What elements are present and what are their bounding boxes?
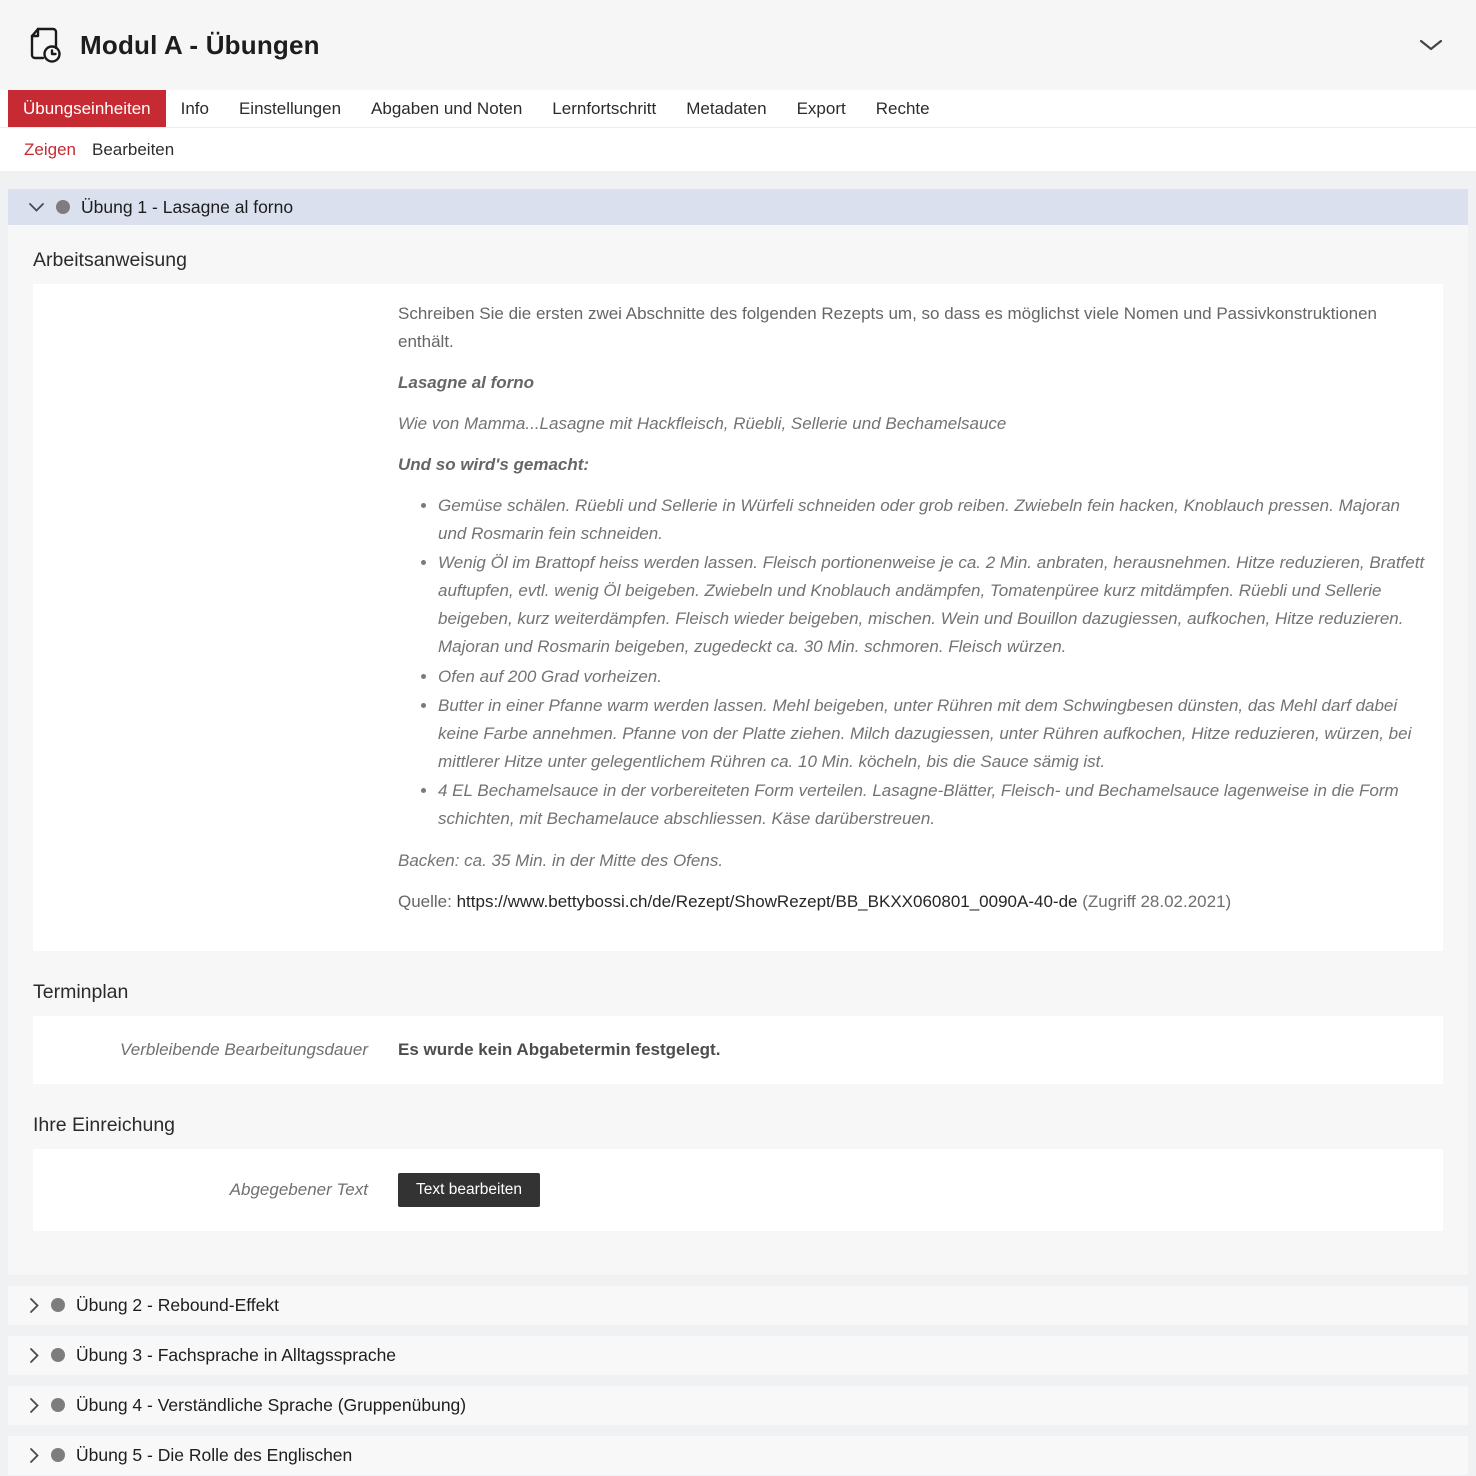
status-circle-icon (51, 1298, 65, 1312)
recipe-step: • Gemüse schälen. Rüebli und Sellerie in Würfeli schneiden oder grob reiben. Zwiebeln fein hacken, Knoblauch pressen. Majoran und Rosmarin fein schneiden. (438, 492, 1427, 548)
source-line (398, 888, 1427, 916)
accordion-header-uebung-5[interactable] (8, 1436, 1468, 1475)
section-heading-einreichung: Ihre Einreichung (33, 1113, 176, 1136)
status-circle-icon (56, 200, 70, 214)
exercise-accordion (8, 189, 1468, 1475)
tab-metadaten[interactable]: Metadaten (686, 99, 767, 118)
subtab-bar (0, 128, 1476, 171)
tab-export[interactable]: Export (796, 99, 846, 118)
chevron-right-icon (28, 1447, 40, 1464)
tab-lernfortschritt[interactable]: Lernfortschritt (552, 99, 657, 118)
recipe-steps-list (398, 492, 1427, 833)
recipe-title: Lasagne al forno (398, 373, 535, 393)
exercise-1-panel (8, 225, 1468, 1275)
exercise-title: Übung 1 - Lasagne al forno (81, 196, 294, 217)
edit-text-button[interactable]: Text bearbeiten (398, 1173, 540, 1207)
window-chevron-down-icon[interactable] (1412, 31, 1450, 59)
remaining-time-value: Es wurde kein Abgabetermin festgelegt. (398, 1039, 721, 1059)
section-heading-terminplan: Terminplan (33, 980, 129, 1003)
source-url-link[interactable]: https://www.bettybossi.ch/de/Rezept/ShowRezept/BB_BKXX060801_0090A-40-de (456, 891, 1078, 911)
status-circle-icon (51, 1398, 65, 1412)
subtab-bearbeiten[interactable]: Bearbeiten (91, 139, 175, 159)
source-label: Quelle: (398, 891, 457, 911)
chevron-down-icon (28, 201, 45, 213)
recipe-steps-heading: Und so wird's gemacht: (398, 455, 590, 475)
exercise-title: Übung 3 - Fachsprache in Alltagssprache (76, 1344, 397, 1365)
tab-einstellungen[interactable]: Einstellungen (238, 99, 342, 118)
chevron-right-icon (28, 1347, 40, 1364)
chevron-right-icon (28, 1397, 40, 1414)
accordion-header-uebung-2[interactable] (8, 1286, 1468, 1325)
module-header (0, 0, 1476, 90)
remaining-time-label: Verbleibende Bearbeitungsdauer (120, 1039, 368, 1059)
arbeitsanweisung-box (33, 284, 1443, 951)
section-heading-arbeitsanweisung: Arbeitsanweisung (33, 249, 187, 271)
accordion-header-uebung-4[interactable] (8, 1386, 1468, 1425)
recipe-step: • 4 EL Bechamelsauce in der vorbereiteten Form verteilen. Lasagne-Blätter, Fleisch- und Bechamelsauce lagenweise in die Form schichten, mit Bechamelauce abschliessen. Käse darüberstreuen. (438, 777, 1427, 833)
einreichung-row (33, 1149, 1443, 1231)
page-title: Modul A - Übungen (80, 29, 320, 60)
recipe-step: • Wenig Öl im Brattopf heiss werden lassen. Fleisch portionenweise je ca. 2 Min. anbraten, herausnehmen. Hitze reduzieren, Bratfett auftupfen, evtl. wenig Öl beigeben. Zwiebeln und Knoblauch andämpfen, Tomatenpüree kurz mitdämpfen. Rüebli und Sellerie beigeben, kurz weiterdämpfen. Fleisch wieder beigeben, mischen. Wein und Bouillon dazugiessen, aufkochen, Hitze reduzieren. Majoran und Rosmarin beigeben, zugedeckt ca. 30 Min. schmoren. Fleisch würzen. (438, 549, 1427, 661)
terminplan-row (33, 1016, 1443, 1084)
tab-bar (0, 90, 1476, 128)
tab-info[interactable]: Info (180, 99, 209, 118)
exercise-title: Übung 4 - Verständliche Sprache (Gruppenübung) (76, 1394, 467, 1415)
subtab-zeigen[interactable]: Zeigen (24, 139, 76, 159)
tab-abgaben-und-noten[interactable]: Abgaben und Noten (371, 99, 523, 118)
recipe-step: • Ofen auf 200 Grad vorheizen. (438, 663, 1427, 691)
recipe-subtitle: Wie von Mamma...Lasagne mit Hackfleisch, Rüebli, Sellerie und Bechamelsauce (398, 414, 1007, 434)
accordion-header-uebung-3[interactable] (8, 1336, 1468, 1375)
recipe-step: • Butter in einer Pfanne warm werden lassen. Mehl beigeben, unter Rühren mit dem Schwingbesen dünsten, das Mehl darf dabei keine Farbe annehmen. Pfanne von der Platte ziehen. Milch dazugiessen, unter Rühren aufkochen, Hitze reduzieren, würzen, bei mittlerer Hitze unter gelegentlichem Rühren ca. 10 Min. köcheln, bis die Sauce sämig ist. (438, 692, 1427, 776)
submitted-text-label: Abgegebener Text (229, 1179, 368, 1199)
exercise-title: Übung 2 - Rebound-Effekt (76, 1294, 280, 1315)
status-circle-icon (51, 1448, 65, 1462)
tab-uebungseinheiten[interactable]: Übungseinheiten (8, 90, 166, 127)
recipe-baking-note: Backen: ca. 35 Min. in der Mitte des Ofens. (398, 850, 724, 870)
instruction-text: Schreiben Sie die ersten zwei Abschnitte des folgenden Rezepts um, so dass es möglichst viele Nomen und Passivkonstruktionen enthält. (398, 304, 1377, 352)
document-clock-icon (26, 25, 66, 65)
exercise-title: Übung 5 - Die Rolle des Englischen (76, 1444, 353, 1465)
chevron-right-icon (28, 1297, 40, 1314)
tab-rechte[interactable]: Rechte (875, 99, 930, 118)
accordion-header-uebung-1[interactable] (8, 189, 1468, 225)
status-circle-icon (51, 1348, 65, 1362)
source-access-date: (Zugriff 28.02.2021) (1077, 891, 1232, 911)
